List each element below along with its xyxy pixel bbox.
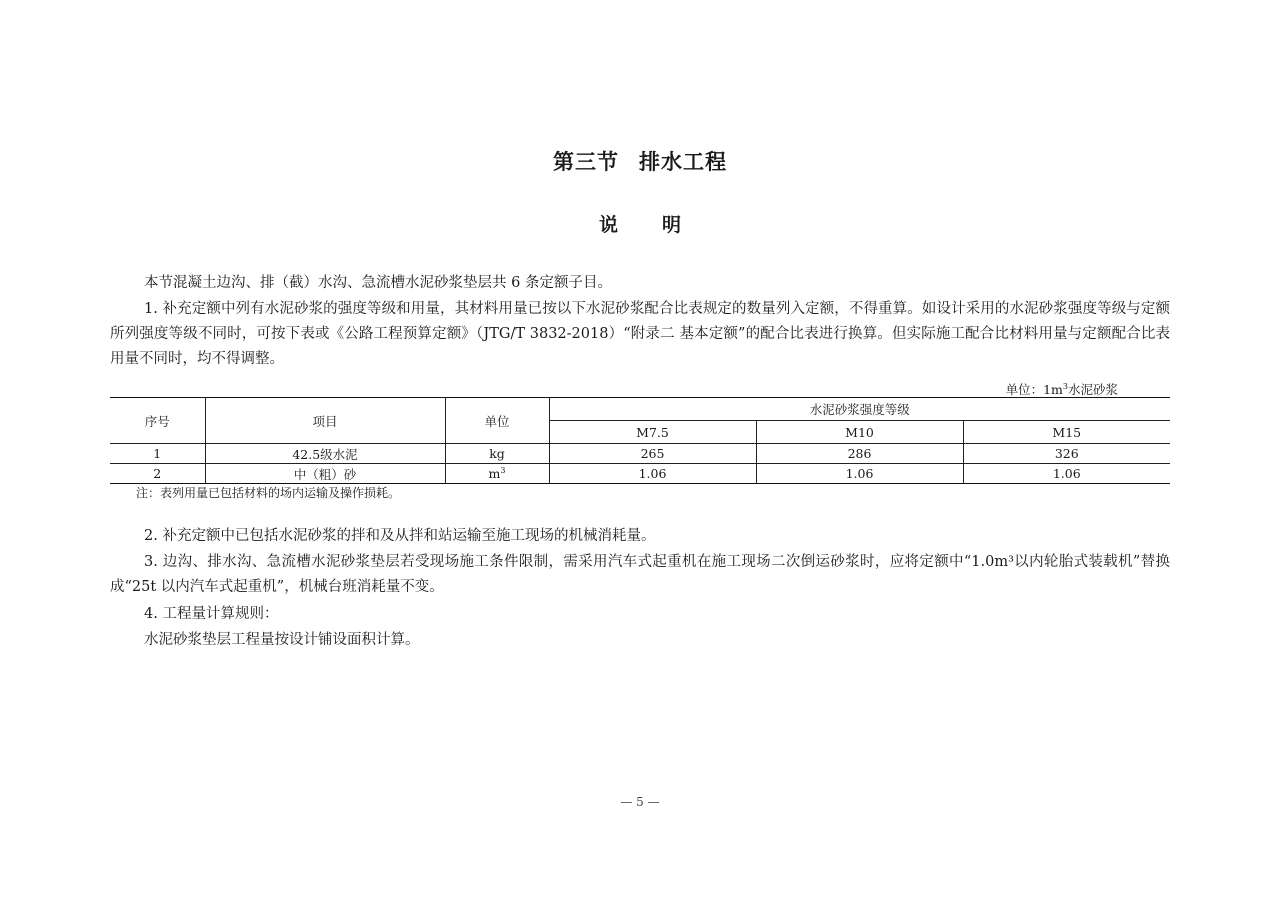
section-title	[0, 146, 1280, 176]
cell-value: 1.06	[963, 464, 1170, 484]
page-number: — 5 —	[620, 795, 660, 809]
item1-paragraph: 1. 补充定额中列有水泥砂浆的强度等级和用量，其材料用量已按以下水泥砂浆配合比表规定的数量列入定额，不得重算。如设计采用的水泥砂浆强度等级与定额所列强度等级不同时，可按下表或《公路工程预算定额》（JTG/T 3832-2018）“附录二 基本定额”的配合比表进行换算。但实际施工配合比材料用量与定额配合比表用量不同时，均不得调整。	[110, 301, 1170, 367]
cell-value: 286	[756, 444, 963, 464]
cell-item: 中（粗）砂	[205, 464, 445, 484]
header-grade: M15	[963, 421, 1170, 444]
table-note: 注：表列用量已包括材料的场内运输及操作损耗。	[136, 486, 401, 500]
cell-item: 42.5级水泥	[205, 444, 445, 464]
table-row	[110, 444, 1170, 464]
header-strength-group: 水泥砂浆强度等级	[549, 398, 1170, 421]
cell-value: 265	[549, 444, 756, 464]
cell-value: 326	[963, 444, 1170, 464]
intro-paragraph: 本节混凝土边沟、排（截）水沟、急流槽水泥砂浆垫层共 6 条定额子目。	[144, 275, 612, 291]
header-grade: M10	[756, 421, 963, 444]
cell-unit: kg	[445, 444, 549, 464]
cell-value: 1.06	[549, 464, 756, 484]
header-unit: 单位	[445, 398, 549, 444]
item4-heading: 4. 工程量计算规则：	[144, 606, 279, 622]
table-row	[110, 464, 1170, 484]
table-unit-note: 单位：$1m^3$水泥砂浆	[1005, 381, 1118, 397]
subtitle: 说明	[598, 214, 725, 236]
item4-body: 水泥砂浆垫层工程量按设计铺设面积计算。	[144, 632, 420, 648]
header-seq: 序号	[110, 398, 205, 444]
section-number: 第三节	[553, 150, 619, 174]
mortar-mix-table	[110, 397, 1170, 484]
cell-seq: 2	[110, 464, 205, 484]
item2-paragraph: 2. 补充定额中已包括水泥砂浆的拌和及从拌和站运输至施工现场的机械消耗量。	[144, 528, 656, 544]
header-item: 项目	[205, 398, 445, 444]
cell-value: 1.06	[756, 464, 963, 484]
section-name: 排水工程	[639, 150, 727, 174]
cell-unit: $m^3$	[445, 464, 549, 484]
item3-paragraph: 3. 边沟、排水沟、急流槽水泥砂浆垫层若受现场施工条件限制，需采用汽车式起重机在施工现场二次倒运砂浆时，应将定额中“1.0m³以内轮胎式装载机”替换成“25t 以内汽车式起重机”，机械台班消耗量不变。	[110, 554, 1170, 595]
table-header-row	[110, 398, 1170, 421]
cell-seq: 1	[110, 444, 205, 464]
header-grade: M7.5	[549, 421, 756, 444]
